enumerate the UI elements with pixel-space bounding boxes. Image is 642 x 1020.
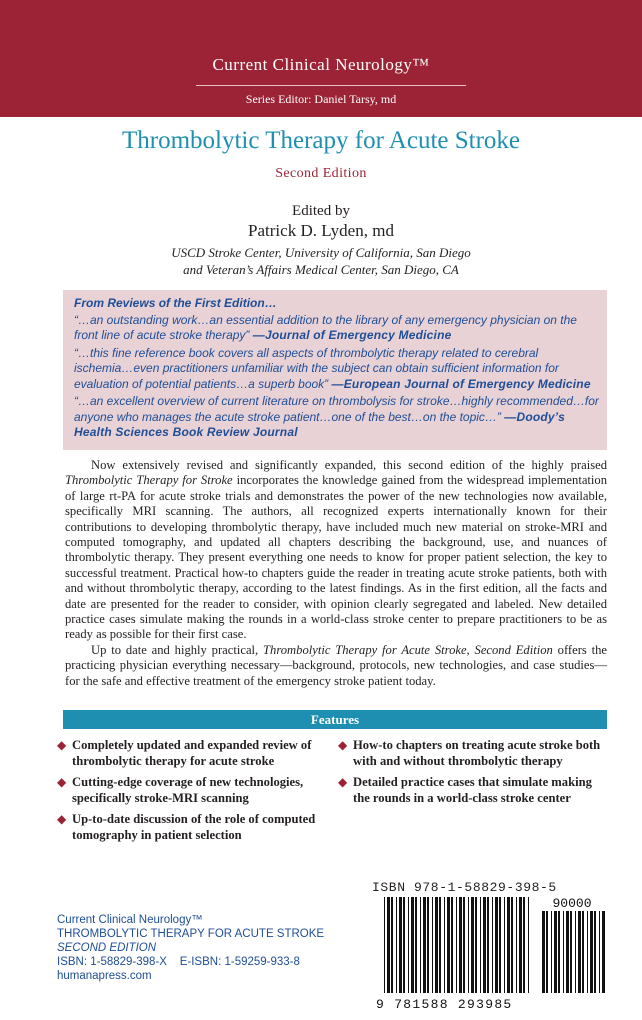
back-isbns: ISBN: 1-58829-398-X E-ISBN: 1-59259-933-8 xyxy=(57,956,300,968)
barcode-bar xyxy=(582,911,584,993)
barcode-bar xyxy=(523,897,525,993)
features-left-column xyxy=(57,737,321,848)
barcode-bar xyxy=(459,897,462,993)
feature-text: Completely updated and expanded review of thrombolytic therapy for acute stroke xyxy=(72,738,312,768)
bullet-icon: ◆ xyxy=(57,812,67,826)
barcode-bar xyxy=(420,897,421,993)
barcode-bar xyxy=(492,897,493,993)
barcode-bar xyxy=(444,897,445,993)
barcode-price-code: 90000 xyxy=(552,897,592,911)
back-edition: SECOND EDITION xyxy=(57,942,157,954)
barcode-bar xyxy=(546,911,548,993)
review-item xyxy=(74,313,600,344)
review-quote: “…an outstanding work…an essential addition to the library of any emergency physician on the front line of acute stroke therapy” xyxy=(74,312,577,342)
feature-text: Detailed practice cases that simulate making the rounds in a world-class stroke center xyxy=(353,775,592,805)
barcode-bar xyxy=(542,911,545,993)
barcode-bar xyxy=(528,897,529,993)
barcode-bar xyxy=(403,897,405,993)
barcode-bar xyxy=(408,897,409,993)
barcode-bar xyxy=(563,911,564,993)
barcode-graphic xyxy=(372,897,612,1012)
reviews-box xyxy=(63,290,607,450)
back-title: THROMBOLYTIC THERAPY FOR ACUTE STROKE xyxy=(57,928,325,940)
barcode-isbn-text: ISBN 978-1-58829-398-5 xyxy=(372,880,557,895)
feature-text: Up-to-date discussion of the role of computed tomography in patient selection xyxy=(72,812,316,842)
reviews-heading: From Reviews of the First Edition… xyxy=(74,296,277,310)
barcode-bar xyxy=(475,897,477,993)
review-source: —European Journal of Emergency Medicine xyxy=(331,376,591,391)
barcode-bar xyxy=(599,911,600,993)
description-paragraph-1 xyxy=(65,458,607,643)
barcode-bar xyxy=(558,911,560,993)
feature-item xyxy=(338,737,610,769)
barcode xyxy=(372,897,612,1017)
feature-text: Cutting-edge coverage of new technologies, specifically stroke-MRI scanning xyxy=(72,775,304,805)
review-source: —Journal of Emergency Medicine xyxy=(252,328,452,342)
barcode-bar xyxy=(468,897,469,993)
barcode-bar xyxy=(432,897,433,993)
features-heading: Features xyxy=(63,710,607,729)
back-info xyxy=(57,913,357,983)
barcode-bar xyxy=(456,897,457,993)
description-text: Up to date and highly practical, xyxy=(91,642,264,657)
barcode-bar xyxy=(519,897,522,993)
barcode-bar xyxy=(575,911,576,993)
barcode-bar xyxy=(411,897,414,993)
barcode-bar xyxy=(594,911,596,993)
barcode-bar xyxy=(587,911,588,993)
barcode-bar xyxy=(391,897,393,993)
barcode-digits: 9 781588 293985 xyxy=(376,997,513,1012)
description-text: incorporates the knowledge gained from the widespread implementation of large rt-PA for acute stroke trials and demonstrates the power of the new technologies now available, specifically MRI scanning. The authors, all recognized experts internationally known for their contributions to developing thrombolytic therapy, have included much new material on stroke-MRI and computed tomography, and updated all chapters describing the background, use, and nuances of thrombolytic therapy. They present everything one needs to know for proper patient selection, the key to successful treatment. Practical how-to chapters guide the reader in treating acute stroke patients, both with and without thrombolytic therapy, according to the latest findings. As in the first edition, all the facts and date are presented for the reader to consider, with opinion clearly segregated and labeled. New detailed practice cases simulate making the rounds in a world-class stroke center to prepare practitioners to be as ready as possible for their first case. xyxy=(65,473,607,642)
barcode-bar xyxy=(423,897,426,993)
barcode-bar xyxy=(551,911,552,993)
barcode-bar xyxy=(487,897,489,993)
barcode-bar xyxy=(384,897,385,993)
description-book-title: Thrombolytic Therapy for Stroke xyxy=(65,473,233,488)
barcode-bar xyxy=(507,897,510,993)
series-editor: Series Editor: Daniel Tarsy, md xyxy=(245,92,397,106)
bullet-icon: ◆ xyxy=(57,738,67,752)
barcode-bar xyxy=(463,897,465,993)
barcode-bar xyxy=(504,897,505,993)
features-right-column xyxy=(338,737,610,811)
barcode-bar xyxy=(415,897,417,993)
description-paragraph-2 xyxy=(65,643,607,689)
barcode-bar xyxy=(483,897,486,993)
edition-label: Second Edition xyxy=(275,166,367,181)
review-quote: “…an excellent overview of current literature on thrombolysis for stroke…highly recommended…for anyone who manages the acute stroke patient…one of the best…on the topic…” xyxy=(74,394,599,424)
barcode-bar xyxy=(480,897,481,993)
barcode-bar xyxy=(570,911,572,993)
editor-affiliation-1: USCD Stroke Center, University of California, San Diego xyxy=(171,245,471,260)
review-quote: “…this fine reference book covers all aspects of thrombolytic therapy related to cerebral ischemia…even practitioners unfamiliar with the subject can obtain sufficient information for evaluation of potential patients…a superb book” xyxy=(74,345,559,391)
barcode-bar xyxy=(499,897,501,993)
feature-item xyxy=(57,811,321,843)
barcode-bar xyxy=(602,911,605,993)
description-text: Now extensively revised and significantly expanded, this second edition of the highly praised xyxy=(91,458,607,472)
feature-item xyxy=(57,774,321,806)
barcode-bar xyxy=(447,897,450,993)
series-title: Current Clinical Neurology™ xyxy=(212,55,430,74)
back-series: Current Clinical Neurology™ xyxy=(57,914,203,926)
feature-item xyxy=(57,737,321,769)
barcode-bar xyxy=(578,911,581,993)
barcode-bar xyxy=(471,897,474,993)
barcode-bar xyxy=(399,897,402,993)
review-item xyxy=(74,346,600,393)
barcode-bar xyxy=(495,897,498,993)
barcode-bar xyxy=(566,911,569,993)
series-divider xyxy=(196,85,466,86)
review-item xyxy=(74,394,600,441)
barcode-bar xyxy=(435,897,438,993)
book-title: Thrombolytic Therapy for Acute Stroke xyxy=(121,127,521,154)
feature-item xyxy=(338,774,610,806)
barcode-bar xyxy=(396,897,397,993)
barcode-bar xyxy=(554,911,557,993)
bullet-icon: ◆ xyxy=(338,738,348,752)
barcode-bar xyxy=(439,897,441,993)
description-book-title: Thrombolytic Therapy for Acute Stroke, Second Edition xyxy=(263,642,553,657)
edited-by-label: Edited by xyxy=(292,203,350,219)
review-source: —Doody’s Health Sciences Book Review Journal xyxy=(74,409,566,439)
back-website: humanapress.com xyxy=(57,970,152,982)
barcode-bar xyxy=(427,897,429,993)
bullet-icon: ◆ xyxy=(57,775,67,789)
editor-name: Patrick D. Lyden, md xyxy=(248,221,394,240)
bullet-icon: ◆ xyxy=(338,775,348,789)
feature-text: How-to chapters on treating acute stroke both with and without thrombolytic therapy xyxy=(353,738,601,768)
description-text: offers the practicing physician everything necessary—background, protocols, new technologies, and case studies—for the safe and effective treatment of the emergency stroke patient today. xyxy=(65,642,608,688)
editor-affiliation-2: and Veteran’s Affairs Medical Center, San Diego, CA xyxy=(183,262,459,277)
description xyxy=(65,458,607,689)
barcode-bar xyxy=(387,897,390,993)
barcode-bar xyxy=(511,897,513,993)
barcode-bar xyxy=(451,897,453,993)
barcode-bar xyxy=(516,897,517,993)
barcode-bar xyxy=(590,911,593,993)
